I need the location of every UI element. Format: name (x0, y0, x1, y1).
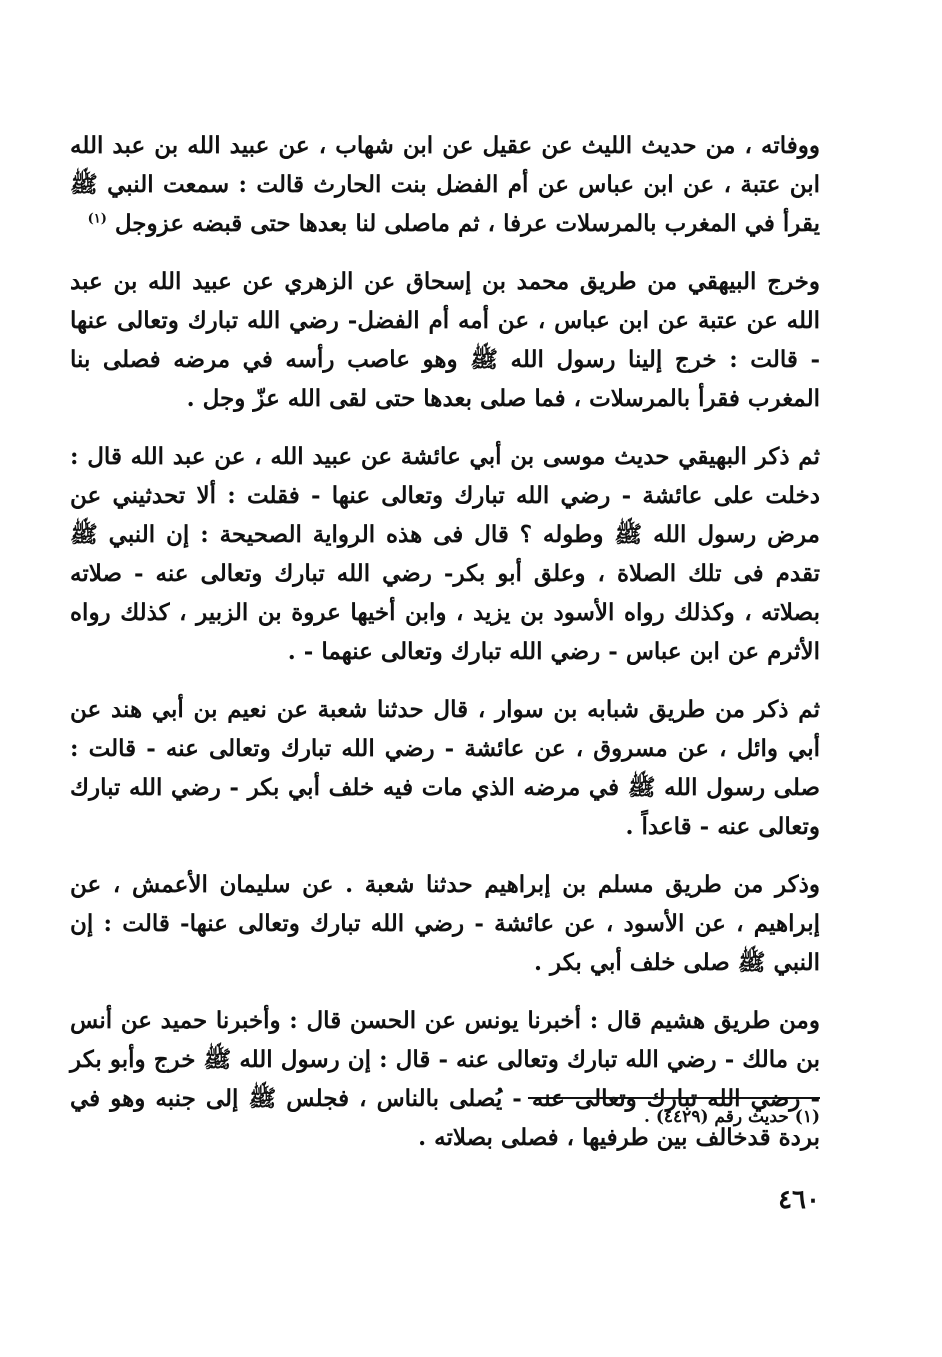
page-number: ٤٦٠ (778, 1185, 820, 1215)
paragraph-6-text: ومن طريق هشيم قال : أخبرنا يونس عن الحسن قال : وأخبرنا حميد عن أنس بن مالك - رضي الله تبارك وتعالى عنه - قال : إن رسول الله ﷺ خرج وأبو بكر - رضي الله تبارك وتعالى عنه - يُصلى بالناس ، فجلس ﷺ إلى جنبه وهو في بردة قدخالف بين طرفيها ، فصلى بصلاته . (70, 1007, 820, 1151)
footnote-divider (528, 1097, 820, 1099)
footnote-reference[interactable]: (١) (87, 211, 107, 227)
paragraph-4 (70, 690, 820, 846)
paragraph-6 (70, 1001, 820, 1157)
paragraph-3-text: ثم ذكر البهيقي حديث موسى بن أبي عائشة عن عبيد الله ، عن عبد الله قال : دخلت على عائشة - رضي الله تبارك وتعالى عنها - فقلت : ألا تحدثيني عن مرض رسول الله ﷺ وطوله ؟ قال فى هذه الرواية الصحيحة : إن النبي ﷺ تقدم فى تلك الصلاة ، وعلق أبو بكر- رضي الله تبارك وتعالى عنه - صلاته بصلاته ، وكذلك رواه الأسود بن يزيد ، وابن أخيها عروة بن الزبير ، كذلك رواه الأثرم عن ابن عباس - رضي الله تبارك وتعالى عنهما - . (70, 443, 820, 665)
paragraph-3 (70, 437, 820, 671)
paragraph-1 (70, 126, 820, 243)
paragraph-5 (70, 865, 820, 982)
paragraph-1-text: ووفاته ، من حديث الليث عن عقيل عن ابن شهاب ، عن عبيد الله بن عبد الله ابن عتبة ، عن ابن عباس عن أم الفضل بنت الحارث قالت : سمعت النبي ﷺ يقرأ في المغرب بالمرسلات عرفا ، ثم ماصلى لنا بعدها حتى قبضه عزوجل (70, 132, 820, 237)
footnote: (١) حديث رقم (٤٤٢٩) . (644, 1107, 820, 1127)
paragraph-2 (70, 262, 820, 418)
paragraph-5-text: وذكر من طريق مسلم بن إبراهيم حدثنا شعبة . عن سليمان الأعمش ، عن إبراهيم ، عن الأسود ، عن عائشة - رضي الله تبارك وتعالى عنها- قالت : إن النبي ﷺ صلى خلف أبي بكر . (70, 871, 820, 976)
paragraph-2-text: وخرج البيهقي من طريق محمد بن إسحاق عن الزهري عن عبيد الله بن عبد الله عن عتبة عن ابن عباس ، عن أمه أم الفضل- رضي الله تبارك وتعالى عنها - قالت : خرج إلينا رسول الله ﷺ وهو عاصب رأسه في مرضه فصلى بنا المغرب فقرأ بالمرسلات ، فما صلى بعدها حتى لقى الله عزّ وجل . (70, 268, 820, 412)
paragraph-4-text: ثم ذكر من طريق شبابه بن سوار ، قال حدثنا شعبة عن نعيم بن أبي هند عن أبي وائل ، عن مسروق ، عن عائشة - رضي الله تبارك وتعالى عنه - قالت : صلى رسول الله ﷺ في مرضه الذي مات فيه خلف أبي بكر - رضي الله تبارك وتعالى عنه - قاعداً . (70, 696, 820, 840)
main-text (70, 126, 820, 1176)
